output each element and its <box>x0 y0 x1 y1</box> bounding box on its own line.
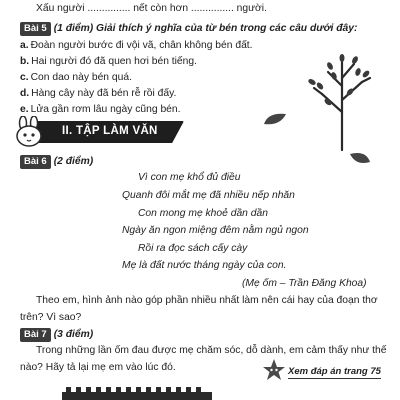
fill-in-line: Xấu người ............... nết còn hơn ............... người. <box>36 3 267 14</box>
question-7-badge: Bài 7 <box>20 328 51 342</box>
question-6-badge: Bài 6 <box>20 155 51 169</box>
question-5-title: (1 điểm) Giải thích ý nghĩa của từ bén trong các câu dưới đây: <box>53 23 358 34</box>
option-a: a. Đoàn người bước đi vội vã, chân không bén đất. <box>20 40 253 51</box>
tree-illustration <box>300 42 380 152</box>
question-7-text-line-1: Trong những lần ốm đau được mẹ chăm sóc, dỗ dành, em cảm thấy như thế <box>36 345 387 356</box>
poem-line: Vì con mẹ khổ đủ điều <box>138 172 241 183</box>
question-5-badge: Bài 5 <box>20 22 51 36</box>
option-d: d. Hàng cây này đã bén rễ rồi đấy. <box>20 88 177 99</box>
section-heading: II. TẬP LÀM VĂN <box>62 125 158 137</box>
poem-line: Mẹ là đất nước tháng ngày của con. <box>122 260 287 271</box>
question-6-text-line-2: trên? Vì sao? <box>20 312 82 323</box>
poem-line: Ngày ăn ngon miệng đêm nằm ngủ ngon <box>122 225 309 236</box>
option-e: e. Lửa gần rơm lâu ngày cũng bén. <box>20 104 181 115</box>
question-7-header <box>20 328 93 342</box>
poem-line: Con mong mẹ khoẻ dần dần <box>138 208 268 219</box>
question-7-text-line-2: nào? Hãy tả lại mẹ em vào lúc đó. <box>20 362 176 373</box>
option-b: b. Hai người đó đã quen hơi bén tiếng. <box>20 56 197 67</box>
falling-leaf-icon <box>348 150 372 166</box>
decorative-border-strip <box>0 384 400 400</box>
question-7-title: (3 điểm) <box>53 329 94 340</box>
falling-leaf-icon <box>262 110 288 128</box>
option-c: c. Con dao này bén quá. <box>20 72 132 83</box>
poem-source: (Mẹ ốm – Trần Đăng Khoa) <box>242 278 367 289</box>
answer-reference-note: Xem đáp án trang 75 <box>288 366 381 379</box>
question-6-title: (2 điểm) <box>53 156 94 167</box>
poem-line: Rồi ra đọc sách cấy cày <box>138 243 248 254</box>
question-5-header <box>20 22 357 36</box>
question-6-text-line-1: Theo em, hình ảnh nào góp phần nhiều nhất làm nên cái hay của đoạn thơ <box>36 295 378 306</box>
star-mascot-icon <box>262 358 286 382</box>
rabbit-mascot-icon <box>12 116 46 148</box>
question-6-header <box>20 155 93 169</box>
poem-line: Quanh đôi mắt mẹ đã nhiều nếp nhăn <box>122 190 295 201</box>
